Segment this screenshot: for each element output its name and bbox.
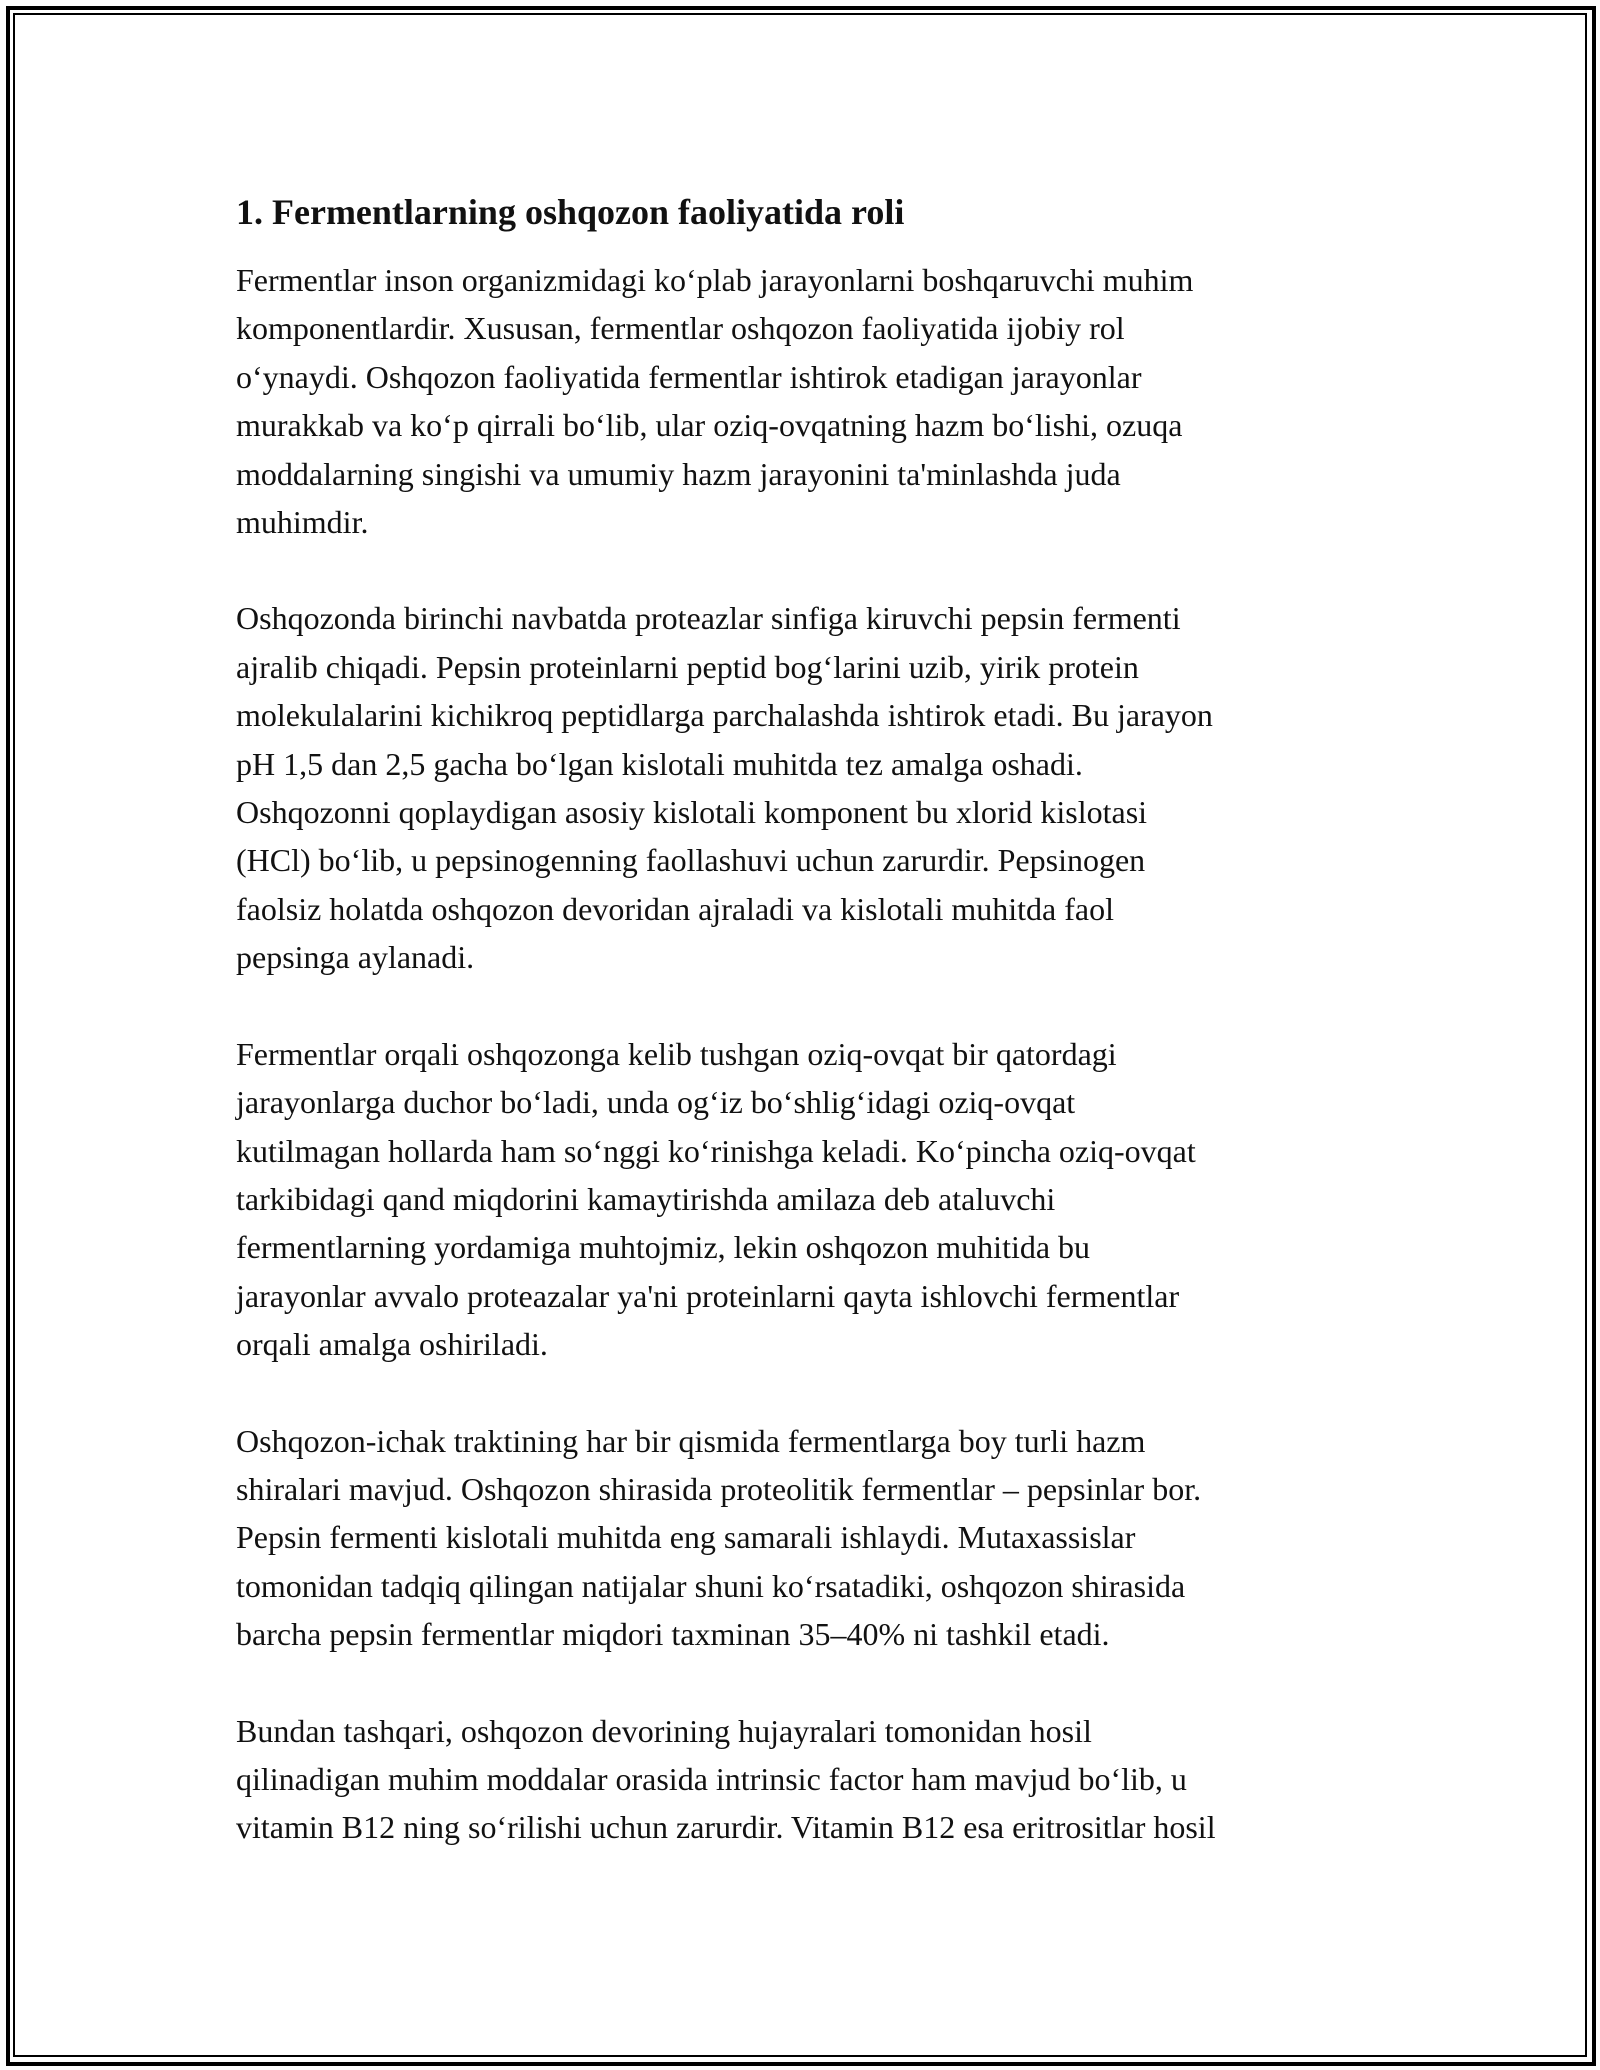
paragraph-3: Fermentlar orqali oshqozonga kelib tushgan oziq-ovqat bir qatordagi jarayonlarga duchor bo‘ladi, unda og‘iz bo‘shlig‘idagi oziq-ovqat kutilmagan hollarda ham so‘nggi ko‘rinishga keladi. Ko‘pincha oziq-ovqat tarkibidagi qand miqdorini kamaytirishda amilaza deb ataluvchi fermentlarning yordamiga muhtojmiz, lekin oshqozon muhitida bu jarayonlar avvalo proteazalar ya'ni proteinlarni qayta ishlovchi fermentlar orqali amalga oshiriladi. [236,1035,1196,1363]
paragraph-5: Bundan tashqari, oshqozon devorining hujayralari tomonidan hosil qilinadigan muhim moddalar orasida intrinsic factor ham mavjud bo‘lib, u vitamin B12 ning so‘rilishi uchun zarurdir. Vitamin B12 esa eritrositlar hosil [236,1712,1216,1846]
section-heading: 1. Fermentlarning oshqozon faoliyatida roli [236,192,905,232]
paragraph-2: Oshqozonda birinchi navbatda proteazlar sinfiga kiruvchi pepsin fermenti ajralib chiqadi. Pepsin proteinlarni peptid bog‘larini uzib, yirik protein molekulalarini kichikroq peptidlarga parchalashda ishtirok etadi. Bu jarayon pH 1,5 dan 2,5 gacha bo‘lgan kislotali muhitda tez amalga oshadi. Oshqozonni qoplaydigan asosiy kislotali komponent bu xlorid kislotasi (HCl) bo‘lib, u pepsinogenning faollashuvi uchun zarurdir. Pepsinogen faolsiz holatda oshqozon devoridan ajraladi va kislotali muhitda faol pepsinga aylanadi. [236,600,1213,976]
document-body [236,188,1376,1852]
paragraph-1: Fermentlar inson organizmidagi ko‘plab jarayonlarni boshqaruvchi muhim komponentlardir. Xususan, fermentlar oshqozon faoliyatida ijobiy rol o‘ynaydi. Oshqozon faoliyatida fermentlar ishtirok etadigan jarayonlar murakkab va ko‘p qirrali bo‘lib, ular oziq-ovqatning hazm bo‘lishi, ozuqa moddalarning singishi va umumiy hazm jarayonini ta'minlashda juda muhimdir. [236,262,1194,541]
paragraph-4: Oshqozon-ichak traktining har bir qismida fermentlarga boy turli hazm shiralari mavjud. Oshqozon shirasida proteolitik fermentlar – pepsinlar bor. Pepsin fermenti kislotali muhitda eng samarali ishlaydi. Mutaxassislar tomonidan tadqiq qilingan natijalar shuni ko‘rsatadiki, oshqozon shirasida barcha pepsin fermentlar miqdori taxminan 35–40% ni tashkil etadi. [236,1422,1202,1653]
